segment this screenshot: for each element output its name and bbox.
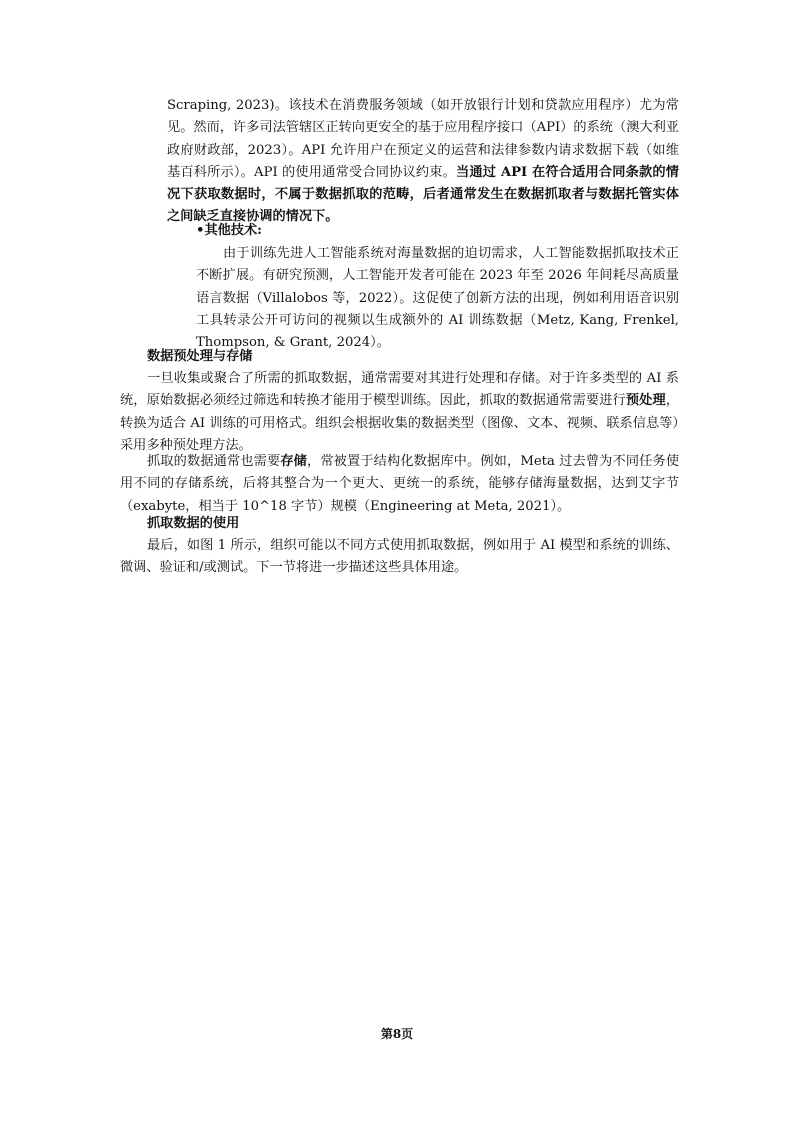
usage-paragraph — [120, 535, 679, 580]
preprocessing-text-b: ，转换为适合 AI 训练的可用格式。组织会根据收集的数据类型（图像、文本、视频、联系信息等）采用多种预处理方法。 — [120, 393, 679, 453]
other-techniques-text: 由于训练先进人工智能系统对海量数据的迫切需求，人工智能数据抓取技术正不断扩展。有研究预测，人工智能开发者可能在 2023 年至 2026 年间耗尽高质量语言数据（Villalobos 等，2022）。这促使了创新方法的出现，例如利用语音识别工具转录公开可访问的视频以生成额外的 AI 训练数据（Metz, Kang, Frenkel, Thompson, & Grant, 2024）。 — [196, 246, 679, 351]
storage-keyword: 存储 — [280, 454, 308, 469]
bullet-label: 其他技术: — [204, 223, 263, 238]
preprocessing-text-a: 一旦收集或聚合了所需的抓取数据，通常需要对其进行处理和存储。对于许多类型的 AI 系统，原始数据必须经过筛选和转换才能用于模型训练。因此，抓取的数据通常需要进行 — [120, 371, 679, 409]
page-number: 第8页 — [380, 1027, 414, 1041]
storage-paragraph — [120, 451, 679, 518]
api-paragraph-text: Scraping, 2023)。该技术在消费服务领域（如开放银行计划和贷款应用程序）尤为常见。然而，许多司法管辖区正转向更安全的基于应用程序接口（API）的系统（澳大利亚政府财政部，2023）。API 允许用户在预定义的运营和法律参数内请求数据下载（如维基百科所示）。API 的使用通常受合同协议约束。 — [167, 98, 679, 180]
storage-text-a: 抓取的数据通常也需要 — [147, 454, 281, 469]
other-techniques-paragraph — [196, 243, 679, 354]
storage-text-b: ，常被置于结构化数据库中。例如，Meta 过去曾为不同任务使用不同的存储系统，后将其整合为一个更大、更统一的系统，能够存储海量数据，达到艾字节（exabyte，相当于 10^18 字节）规模（Engineering at Meta, 2021）。 — [120, 454, 680, 514]
bullet-marker: • — [196, 223, 205, 238]
api-paragraph-bold-text: 当通过 API 在符合适用合同条款的情况下获取数据时，不属于数据抓取的范畴，后者通常发生在数据抓取者与数据托管实体之间缺乏直接协调的情况下。 — [167, 164, 679, 225]
section-heading-preprocessing: 数据预处理与存储 — [147, 349, 253, 364]
bullet-other-techniques — [196, 220, 262, 242]
section-heading-usage: 抓取数据的使用 — [147, 516, 240, 531]
preprocessing-keyword: 预处理 — [625, 393, 666, 409]
api-paragraph — [167, 95, 679, 229]
preprocessing-paragraph — [120, 368, 679, 457]
usage-text: 最后，如图 1 所示，组织可能以不同方式使用抓取数据，例如用于 AI 模型和系统的训练、微调、验证和/或测试。下一节将进一步描述这些具体用途。 — [120, 538, 679, 576]
